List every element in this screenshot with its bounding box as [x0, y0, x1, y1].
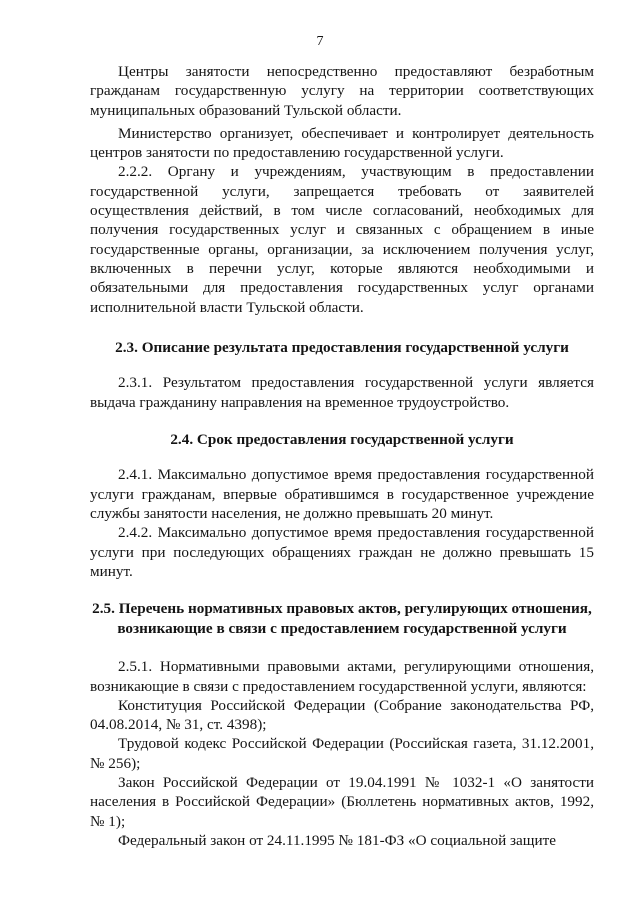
list-item-employment-law: Закон Российской Федерации от 19.04.1991 № 1032-1 «О занятости населения в Российской Федерации» (Бюллетень нормативных актов, 1992, № 1); [90, 774, 594, 830]
paragraph-employment-centers: Центры занятости непосредственно предоставляют безработным гражданам государственную услугу на территории соответствующих муниципальных образований Тульской области. [90, 63, 594, 119]
paragraph-2-3-1: 2.3.1. Результатом предоставления государственной услуги является выдача гражданину направления на временное трудоустройство. [90, 374, 594, 411]
list-item-labor-code: Трудовой кодекс Российской Федерации (Российская газета, 31.12.2001, № 256); [90, 735, 594, 772]
paragraph-2-4-1: 2.4.1. Максимально допустимое время предоставления государственной услуги гражданам, впервые обратившимся в государственное учреждение службы занятости населения, не должно превышать 20 минут. [90, 466, 594, 523]
page-number: 7 [316, 34, 324, 49]
section-heading-2-4: 2.4. Срок предоставления государственной услуги [170, 430, 514, 448]
paragraph-ministry: Министерство организует, обеспечивает и контролирует деятельность центров занятости по предоставлению государственной услуги. [90, 124, 594, 162]
paragraph-2-2-2: 2.2.2. Органу и учреждениям, участвующим в предоставлении государственной услуги, запрещается требовать от заявителей осуществления действий, в том числе согласований, необходимых для получения государственных услуг и связанных с обращением в иные государственные органы, организации, за исключением получения услуг, включенных в перечни услуг, которые являются необходимыми и обязательными для предоставления государственных услуг органами исполнительной власти Тульской области. [90, 163, 594, 316]
list-item-constitution: Конституция Российской Федерации (Собрание законодательства РФ, 04.08.2014, № 31, ст. 4398); [90, 696, 594, 734]
paragraph-2-4-2: 2.4.2. Максимально допустимое время предоставления государственной услуги при последующих обращениях граждан не должно превышать 15 минут. [90, 524, 594, 580]
section-heading-2-3: 2.3. Описание результата предоставления государственной услуги [115, 338, 569, 356]
paragraph-2-5-1: 2.5.1. Нормативными правовыми актами, регулирующими отношения, возникающие в связи с предоставлением государственной услуги, являются: [90, 658, 594, 695]
document-body [90, 62, 594, 850]
section-heading-2-5 [90, 599, 594, 638]
section-heading-2-5-line-1: 2.5. Перечень нормативных правовых актов, регулирующих отношения, [92, 600, 592, 618]
section-heading-2-5-line-2: возникающие в связи с предоставлением государственной услуги [117, 619, 567, 637]
list-item-federal-law-181: Федеральный закон от 24.11.1995 № 181-ФЗ «О социальной защите [118, 831, 556, 849]
